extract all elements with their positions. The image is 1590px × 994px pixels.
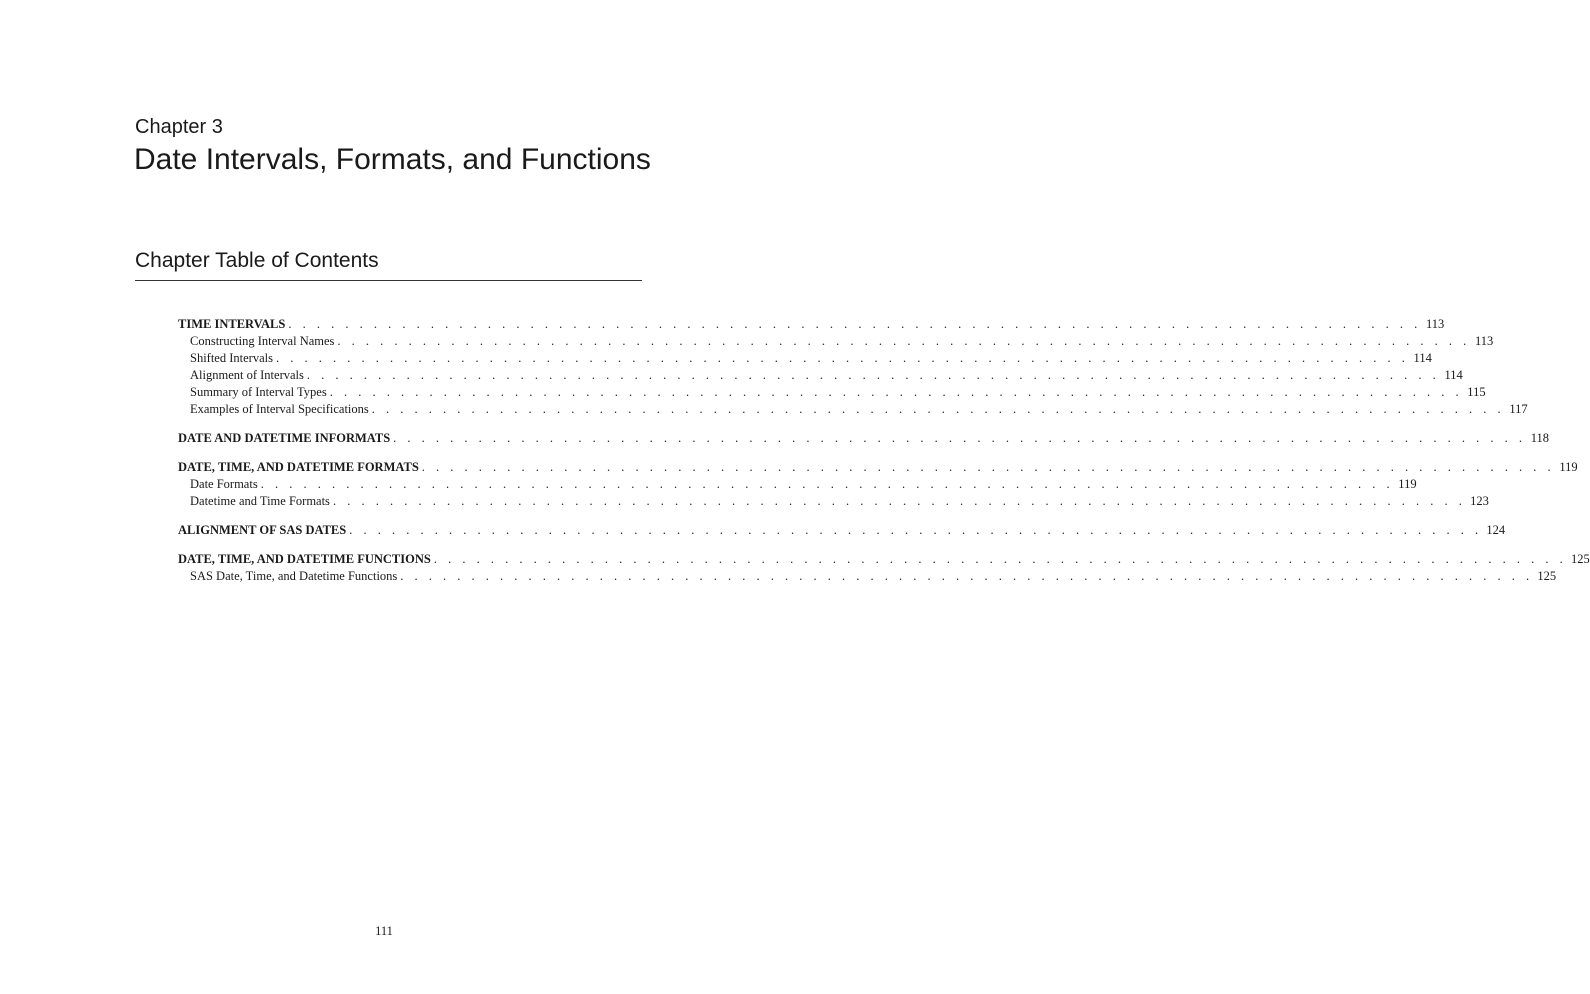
toc-divider: [135, 280, 642, 281]
toc-dot-leader: . . . . . . . . . . . . . . . . . . . . . . . . . . . . . . . . . . . . . . . . . . . . . . . . . . . . . . . . . . . . . . . . . . . . . . . . . . . . . . . .: [275, 351, 1409, 365]
toc-entry-page: 125: [1537, 569, 1557, 583]
toc-entry-page: 119: [1398, 477, 1417, 491]
chapter-title: Date Intervals, Formats, and Functions: [134, 143, 651, 176]
toc-entry-title: Shifted Intervals: [190, 351, 273, 365]
toc-section: [178, 430, 1550, 447]
toc-dot-leader: . . . . . . . . . . . . . . . . . . . . . . . . . . . . . . . . . . . . . . . . . . . . . . . . . . . . . . . . . . . . . . . . . . . . . . . . . . . . . . . .: [306, 368, 1440, 382]
toc-dot-leader: . . . . . . . . . . . . . . . . . . . . . . . . . . . . . . . . . . . . . . . . . . . . . . . . . . . . . . . . . . . . . . . . . . . . . . . . . . . . . . . .: [337, 334, 1471, 348]
toc-entry-page: 124: [1486, 523, 1506, 537]
toc-entry-page: 123: [1470, 494, 1489, 508]
toc-entry-page: 118: [1530, 431, 1550, 445]
toc-section: [178, 551, 1590, 585]
toc-dot-leader: . . . . . . . . . . . . . . . . . . . . . . . . . . . . . . . . . . . . . . . . . . . . . . . . . . . . . . . . . . . . . . . . . . . . . . . . . . . . . . . .: [332, 494, 1466, 508]
page-number: 111: [375, 924, 393, 938]
toc-entry-title: Datetime and Time Formats: [190, 494, 330, 508]
toc-subentry[interactable]: [178, 493, 1489, 510]
toc-dot-leader: . . . . . . . . . . . . . . . . . . . . . . . . . . . . . . . . . . . . . . . . . . . . . . . . . . . . . . . . . . . . . . . . . . . . . . . . . . . . . . . .: [421, 460, 1555, 474]
chapter-label: Chapter 3: [135, 116, 223, 138]
toc-section: [178, 459, 1578, 510]
toc-entry-page: 113: [1475, 334, 1494, 348]
toc-subentry[interactable]: [178, 401, 1528, 418]
toc-subentry[interactable]: [178, 333, 1494, 350]
toc-entry-title: SAS Date, Time, and Datetime Functions: [190, 569, 398, 583]
toc-dot-leader: . . . . . . . . . . . . . . . . . . . . . . . . . . . . . . . . . . . . . . . . . . . . . . . . . . . . . . . . . . . . . . . . . . . . . . . . . . . . . . . .: [329, 385, 1463, 399]
toc-subentry[interactable]: [178, 384, 1486, 401]
toc-entry-page: 117: [1509, 402, 1528, 416]
toc-section: [178, 316, 1528, 418]
toc-dot-leader: . . . . . . . . . . . . . . . . . . . . . . . . . . . . . . . . . . . . . . . . . . . . . . . . . . . . . . . . . . . . . . . . . . . . . . . . . . . . . . . .: [393, 431, 1527, 445]
toc-entry-page: 119: [1559, 460, 1578, 474]
toc-entry-title: Constructing Interval Names: [190, 334, 335, 348]
toc-subentry[interactable]: [178, 350, 1432, 367]
toc-section-entry[interactable]: [178, 459, 1578, 476]
toc-subentry[interactable]: [178, 476, 1417, 493]
toc-entry-title: Examples of Interval Specifications: [190, 402, 369, 416]
toc-entry-page: 114: [1444, 368, 1463, 382]
toc-section-entry[interactable]: [178, 551, 1590, 568]
table-of-contents: [178, 316, 1590, 597]
toc-subentry[interactable]: [178, 367, 1463, 384]
toc-entry-title: Alignment of Intervals: [190, 368, 304, 382]
toc-section-entry[interactable]: [178, 316, 1445, 333]
toc-entry-page: 113: [1425, 317, 1445, 331]
toc-entry-page: 114: [1413, 351, 1432, 365]
toc-dot-leader: . . . . . . . . . . . . . . . . . . . . . . . . . . . . . . . . . . . . . . . . . . . . . . . . . . . . . . . . . . . . . . . . . . . . . . . . . . . . . . . .: [371, 402, 1505, 416]
toc-subentry[interactable]: [178, 568, 1557, 585]
toc-section-entry[interactable]: [178, 522, 1506, 539]
toc-entry-page: 115: [1467, 385, 1486, 399]
toc-dot-leader: . . . . . . . . . . . . . . . . . . . . . . . . . . . . . . . . . . . . . . . . . . . . . . . . . . . . . . . . . . . . . . . . . . . . . . . . . . . . . . . .: [400, 569, 1534, 583]
toc-entry-title: Summary of Interval Types: [190, 385, 327, 399]
toc-entry-title: TIME INTERVALS: [178, 317, 286, 331]
toc-entry-page: 125: [1570, 552, 1590, 566]
toc-dot-leader: . . . . . . . . . . . . . . . . . . . . . . . . . . . . . . . . . . . . . . . . . . . . . . . . . . . . . . . . . . . . . . . . . . . . . . . . . . . . . . . .: [349, 523, 1483, 537]
toc-entry-title: Date Formats: [190, 477, 258, 491]
toc-entry-title: ALIGNMENT OF SAS DATES: [178, 523, 347, 537]
toc-dot-leader: . . . . . . . . . . . . . . . . . . . . . . . . . . . . . . . . . . . . . . . . . . . . . . . . . . . . . . . . . . . . . . . . . . . . . . . . . . . . . . . .: [433, 552, 1567, 566]
toc-section: [178, 522, 1506, 539]
toc-entry-title: DATE, TIME, AND DATETIME FORMATS: [178, 460, 419, 474]
toc-dot-leader: . . . . . . . . . . . . . . . . . . . . . . . . . . . . . . . . . . . . . . . . . . . . . . . . . . . . . . . . . . . . . . . . . . . . . . . . . . . . . . . .: [260, 477, 1394, 491]
toc-entry-title: DATE AND DATETIME INFORMATS: [178, 431, 391, 445]
toc-dot-leader: . . . . . . . . . . . . . . . . . . . . . . . . . . . . . . . . . . . . . . . . . . . . . . . . . . . . . . . . . . . . . . . . . . . . . . . . . . . . . . . .: [288, 317, 1422, 331]
toc-section-entry[interactable]: [178, 430, 1550, 447]
toc-entry-title: DATE, TIME, AND DATETIME FUNCTIONS: [178, 552, 431, 566]
toc-heading: Chapter Table of Contents: [135, 249, 379, 272]
